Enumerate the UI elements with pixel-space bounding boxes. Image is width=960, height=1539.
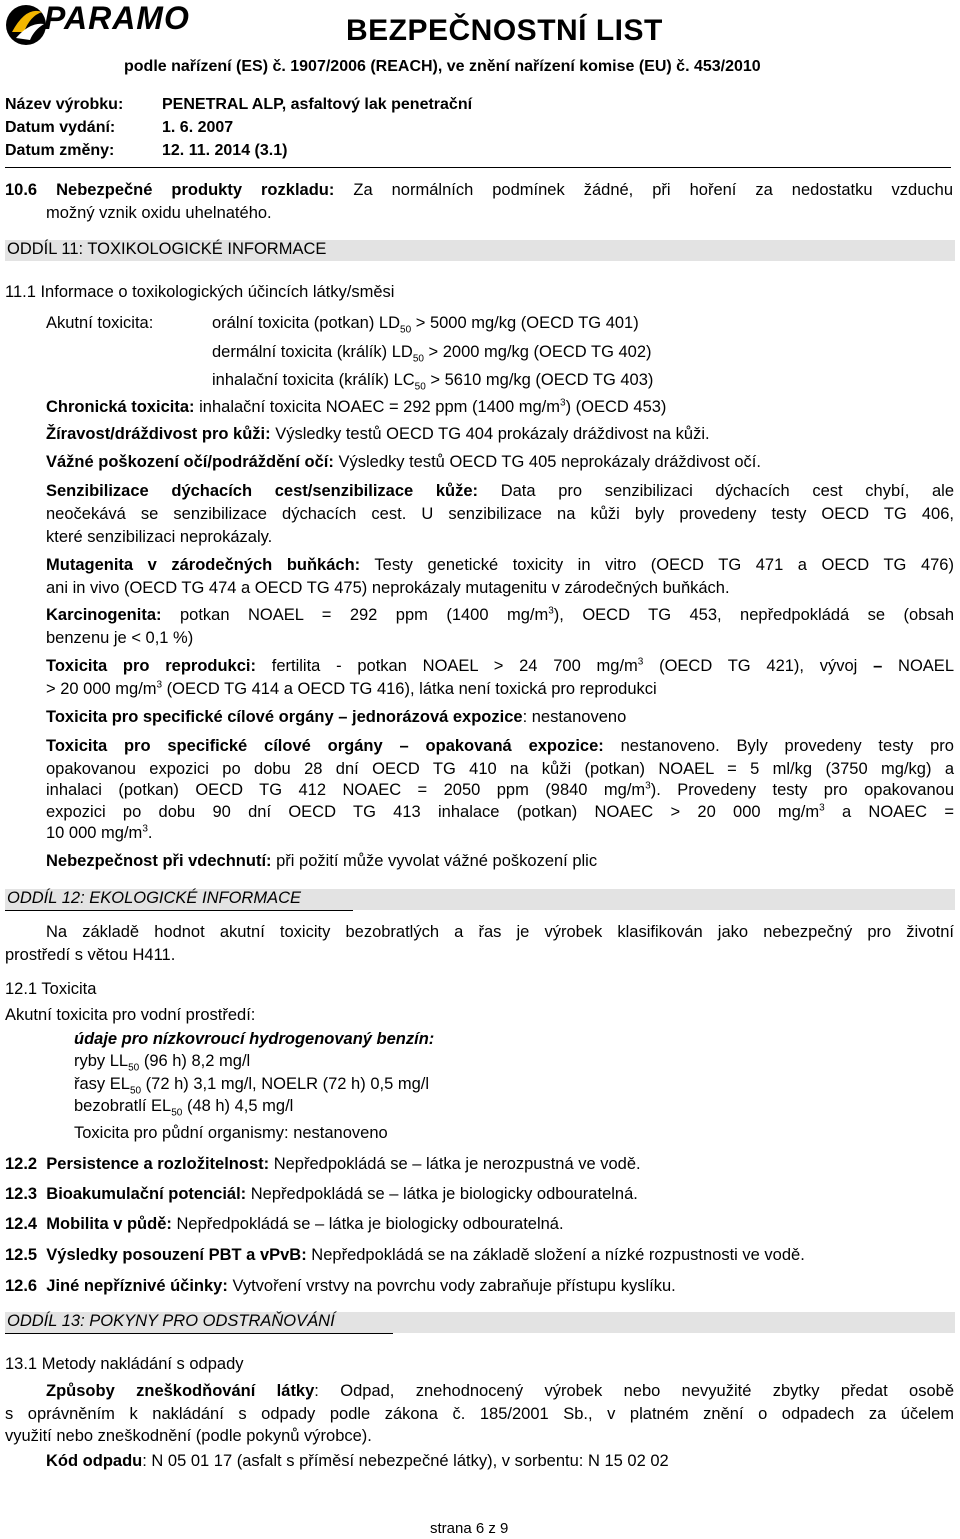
section-13-underline (5, 1333, 393, 1334)
stot-repeated-line3: inhalaci (potkan) OECD TG 412 NOAEC = 2050 ppm (9840 $mg/m^3$). Provedeny testy pro opakovanou (46, 780, 954, 799)
document-title: BEZPEČNOSTNÍ LIST (346, 14, 663, 47)
item-12-5: 12.5 Výsledky posouzení PBT a vPvB: Nepředpokládá se na základě složení a nízké rozpustnosti ve vodě. (5, 1246, 805, 1264)
aspiration-hazard: Nebezpečnost při vdechnutí: při požití může vyvolat vážné poškození plic (46, 852, 598, 870)
eco-intro-line1: Na základě hodnot akutní toxicity bezobratlých a řas je výrobek klasifikován jako nebezpečný pro životní (46, 923, 954, 941)
sensitization-line3: které senzibilizaci neprokázaly. (46, 528, 273, 546)
section-11-header: ODDÍL 11: TOXIKOLOGICKÉ INFORMACE (5, 240, 955, 261)
acute-oral: orální toxicita (potkan) $LD_{50} > 5000$ mg/kg (OECD TG 401) (212, 314, 639, 336)
subsection-11-1: 11.1 Informace o toxikologických účincích látky/směsi (5, 283, 395, 301)
item-12-6: 12.6 Jiné nepříznivé účinky: Vytvoření vrstvy na povrchu vody zabraňuje přístupu kyslíku. (5, 1277, 676, 1295)
sensitization-line2: neočekává se senzibilizace dýchacích cest. U senzibilizace na kůži byly provedeny testy OECD TG 406, (46, 505, 954, 523)
stot-repeated-line5: 10 000 $mg/m^3$. (46, 823, 153, 842)
product-name-label: Název výrobku: (5, 96, 124, 113)
product-name-value: PENETRAL ALP, asfaltový lak penetrační (162, 96, 473, 113)
disposal-line3: využití nebo zneškodnění (podle pokynů výrobce). (5, 1427, 372, 1445)
disposal-line1: Způsoby zneškodňování látky: Odpad, znehodnocený výrobek nebo nevyužité zbytky předat osobě (46, 1382, 954, 1400)
company-logo (4, 2, 194, 48)
waste-code: Kód odpadu: N 05 01 17 (asfalt s příměsí nebezpečné látky), v sorbentu: N 15 02 02 (46, 1452, 669, 1470)
document-subtitle: podle nařízení (ES) č. 1907/2006 (REACH), ve znění nařízení komise (EU) č. 453/2010 (124, 58, 761, 75)
acute-toxicity-label: Akutní toxicita: (46, 314, 154, 332)
issue-date-value: 1. 6. 2007 (162, 119, 234, 136)
revision-date-value: 12. 11. 2014 (3.1) (162, 142, 288, 159)
reproductive-toxicity-line2: > 20 000 $mg/m^3$ (OECD TG 414 a OECD TG 416), látka není toxická pro reprodukci (46, 679, 657, 698)
subsection-12-1: 12.1 Toxicita (5, 980, 97, 998)
reproductive-toxicity-line1: Toxicita pro reprodukci: fertilita - potkan NOAEL > 24 700 $mg/m^3$ (OECD TG 421), vývoj – NOAEL (46, 656, 954, 675)
page-number: strana 6 z 9 (430, 1520, 509, 1537)
stot-single-exposure: Toxicita pro specifické cílové orgány – jednorázová expozice: nestanoveno (46, 708, 627, 726)
stot-repeated-line2: opakovanou expozici po dobu 28 dní OECD TG 410 na kůži (potkan) NOAEL = 5 ml/kg (3750 mg/kg) a (46, 760, 954, 778)
disposal-line2: s oprávněním k nakládání s odpady podle zákona č. 185/2001 Sb., v platném znění o odpadech za účelem (5, 1405, 954, 1423)
item-12-2: 12.2 Persistence a rozložitelnost: Nepředpokládá se – látka je nerozpustná ve vodě. (5, 1155, 641, 1173)
acute-inhalation: inhalační toxicita (králík) $LC_{50} > 5610$ mg/kg (OECD TG 403) (212, 371, 654, 393)
revision-date-label: Datum změny: (5, 142, 115, 159)
aquatic-data-source: údaje pro nízkovroucí hydrogenovaný benzín: (74, 1030, 435, 1048)
aquatic-toxicity-label: Akutní toxicita pro vodní prostředí: (5, 1006, 256, 1024)
aquatic-invertebrates: bezobratlí $EL_{50}$ (48 h) 4,5 mg/l (74, 1097, 294, 1119)
chronic-toxicity: Chronická toxicita: inhalační toxicita NOAEC = 292 ppm (1400 $mg/m^3$) (OECD 453) (46, 397, 667, 416)
subsection-13-1: 13.1 Metody nakládání s odpady (5, 1355, 244, 1373)
mutagenicity-line2: ani in vivo (OECD TG 474 a OECD TG 475) neprokázaly mutagenitu v zárodečných buňkách. (46, 579, 730, 597)
decomposition-products-line1: 10.6 Nebezpečné produkty rozkladu: Za normálních podmínek žádné, při hoření za nedostatku vzduchu (5, 181, 953, 199)
eco-intro-line2: prostředí s větou H411. (5, 946, 176, 964)
mutagenicity-line1: Mutagenita v zárodečných buňkách: Testy genetické toxicity in vitro (OECD TG 471 a OECD TG 476) (46, 556, 954, 574)
decomposition-products-line2: možný vznik oxidu uhelnatého. (46, 204, 272, 222)
section-12-header: ODDÍL 12: EKOLOGICKÉ INFORMACE (5, 889, 955, 910)
acute-dermal: dermální toxicita (králík) $LD_{50} > 2000$ mg/kg (OECD TG 402) (212, 343, 652, 365)
header-divider (5, 167, 951, 168)
stot-repeated-line4: expozici po dobu 90 dní OECD TG 413 inhalace (potkan) NOAEC > 20 000 $mg/m^3$ a NOAEC = (46, 802, 954, 821)
logo-emblem-icon (4, 2, 48, 48)
issue-date-label: Datum vydání: (5, 119, 116, 136)
eye-damage: Vážné poškození očí/podráždění očí: Výsledky testů OECD TG 405 neprokázaly dráždivost očí. (46, 453, 761, 471)
item-12-3: 12.3 Bioakumulační potenciál: Nepředpokládá se – látka je biologicky odbouratelná. (5, 1185, 638, 1203)
stot-repeated-line1: Toxicita pro specifické cílové orgány – opakovaná expozice: nestanoveno. Byly provedeny testy pro (46, 737, 954, 755)
sensitization-line1: Senzibilizace dýchacích cest/senzibilizace kůže: Data pro senzibilizaci dýchacích cest chybí, ale (46, 482, 954, 500)
skin-corrosion: Žíravost/dráždivost pro kůži: Výsledky testů OECD TG 404 prokázaly dráždivost na kůži. (46, 425, 710, 443)
soil-toxicity: Toxicita pro půdní organismy: nestanoveno (74, 1124, 388, 1142)
section-13-header: ODDÍL 13: POKYNY PRO ODSTRAŇOVÁNÍ (5, 1312, 955, 1333)
item-12-4: 12.4 Mobilita v půdě: Nepředpokládá se – látka je biologicky odbouratelná. (5, 1215, 564, 1233)
aquatic-fish: ryby $LL_{50}$ (96 h) 8,2 mg/l (74, 1052, 251, 1074)
aquatic-algae: řasy $EL_{50}$ (72 h) 3,1 mg/l, NOELR (72 h) 0,5 mg/l (74, 1075, 430, 1097)
logo-text: PARAMO (44, 0, 190, 36)
carcinogenicity-line1: Karcinogenita: potkan NOAEL = 292 ppm (1400 $mg/m^3$), OECD TG 453, nepředpokládá se (obsah (46, 605, 954, 624)
carcinogenicity-line2: benzenu je < 0,1 %) (46, 629, 194, 647)
section-12-underline (5, 910, 353, 911)
